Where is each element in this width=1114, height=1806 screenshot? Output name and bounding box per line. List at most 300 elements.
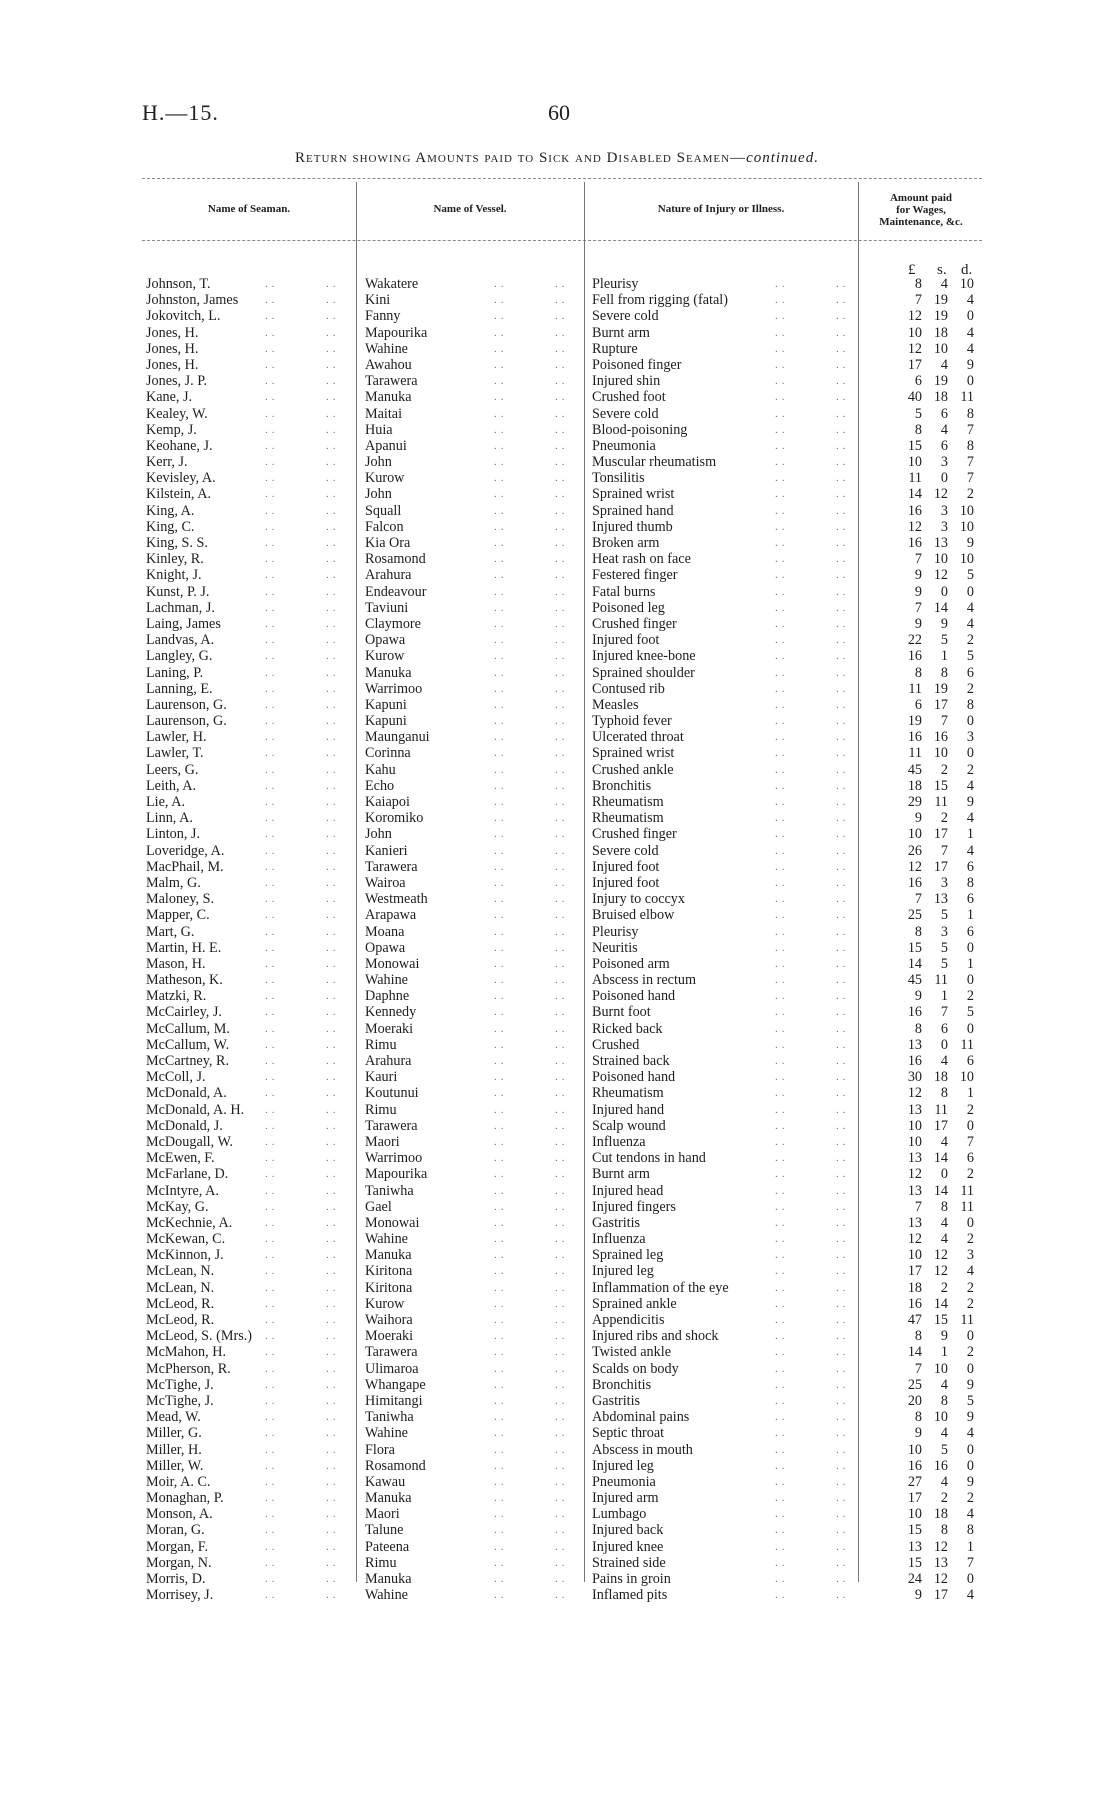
amount-shillings: 15 <box>933 777 948 794</box>
amount-shillings: 3 <box>940 502 948 519</box>
leader-dots: .. <box>836 1573 850 1585</box>
seaman-name: Matheson, K. <box>146 972 223 989</box>
injury-description: Appendicitis <box>592 1312 665 1328</box>
amount-pounds: 10 <box>907 1117 922 1134</box>
vessel-name: Tarawera <box>365 1344 418 1361</box>
leader-dots: .. <box>326 1459 340 1472</box>
injury-description: Injured knee <box>592 1538 664 1555</box>
leader-dots: .. <box>775 1103 789 1116</box>
seaman-name: Keohane, J. <box>146 437 213 454</box>
seaman-name: Martin, H. E. <box>146 939 222 956</box>
vessel-name: Kini <box>365 292 391 309</box>
amount-pence: 2 <box>966 1101 974 1118</box>
amount-pence: 6 <box>966 891 974 908</box>
leader-dots: .. <box>494 1475 508 1488</box>
leader-dots: .. <box>775 1508 789 1521</box>
amount-pounds: 9 <box>914 1425 922 1442</box>
amount-shillings: 10 <box>933 1360 948 1377</box>
leader-dots: .. <box>775 812 789 825</box>
amount-pence: 6 <box>966 664 974 681</box>
injury-description: Injured leg <box>592 1457 654 1474</box>
vessel-name: Taniwha <box>365 1182 414 1199</box>
leader-dots: .. <box>494 925 508 938</box>
amount-shillings: 6 <box>940 1020 948 1037</box>
amount-pence: 2 <box>966 1490 974 1507</box>
amount-pence: 9 <box>966 356 974 373</box>
table-row <box>0 956 1114 972</box>
leader-dots: .. <box>494 779 508 792</box>
leader-dots: .. <box>555 731 569 744</box>
leader-dots: .. <box>836 601 850 614</box>
leader-dots: .. <box>494 1394 508 1407</box>
leader-dots: .. <box>555 1330 569 1343</box>
leader-dots: .. <box>555 488 569 501</box>
leader-dots: .. <box>775 1427 789 1440</box>
leader-dots: .. <box>326 1103 340 1116</box>
leader-dots: .. <box>775 893 789 906</box>
leader-dots: .. <box>265 682 279 695</box>
leader-dots: .. <box>555 1394 569 1407</box>
injury-description: Muscular rheumatism <box>592 454 717 471</box>
leader-dots: .. <box>494 1022 508 1035</box>
leader-dots: .. <box>836 569 850 582</box>
seaman-name: Knight, J. <box>146 567 202 584</box>
vessel-name: Wairoa <box>365 874 406 891</box>
amount-pence: 1 <box>966 907 974 924</box>
leader-dots: .. <box>775 1055 789 1067</box>
leader-dots: .. <box>265 1055 279 1067</box>
injury-description: Injured leg <box>592 1263 654 1280</box>
injury-description: Severe cold <box>592 842 659 859</box>
amount-pence: 9 <box>966 1473 974 1490</box>
table-row <box>0 584 1114 600</box>
leader-dots: .. <box>494 520 508 533</box>
table-row <box>0 292 1114 308</box>
amount-shillings: 17 <box>933 1117 948 1134</box>
leader-dots: .. <box>265 1573 279 1585</box>
seaman-name: McLeod, R. <box>146 1295 215 1312</box>
vessel-name: Koutunui <box>365 1085 419 1102</box>
leader-dots: .. <box>494 1200 508 1213</box>
amount-pounds: 16 <box>907 535 922 551</box>
leader-dots: .. <box>494 1233 508 1246</box>
amount-pounds: 9 <box>914 567 922 584</box>
table-row <box>0 1393 1114 1409</box>
leader-dots: .. <box>555 828 569 841</box>
leader-dots: .. <box>836 1589 850 1602</box>
leader-dots: .. <box>555 650 569 663</box>
leader-dots: .. <box>775 1524 789 1537</box>
amount-pounds: 8 <box>914 421 922 438</box>
leader-dots: .. <box>265 1184 279 1197</box>
seaman-name: McIntyre, A. <box>146 1182 219 1199</box>
table-row <box>0 1571 1114 1587</box>
injury-description: Gastritis <box>592 1392 641 1409</box>
leader-dots: .. <box>775 1556 789 1569</box>
leader-dots: .. <box>836 1297 850 1310</box>
leader-dots: .. <box>555 1119 569 1132</box>
leader-dots: .. <box>555 893 569 906</box>
leader-dots: .. <box>326 1556 340 1569</box>
leader-dots: .. <box>775 423 789 436</box>
leader-dots: .. <box>555 1540 569 1553</box>
leader-dots: .. <box>775 1135 789 1148</box>
seaman-name: King, C. <box>146 518 195 535</box>
leader-dots: .. <box>326 682 340 695</box>
leader-dots: .. <box>326 1071 340 1084</box>
amount-pence: 2 <box>966 1166 974 1183</box>
amount-pounds: 45 <box>907 761 922 778</box>
amount-pounds: 18 <box>907 777 922 794</box>
amount-pounds: 8 <box>914 1409 922 1426</box>
amount-shillings: 3 <box>940 454 948 471</box>
leader-dots: .. <box>494 796 508 808</box>
table-row <box>0 373 1114 389</box>
leader-dots: .. <box>265 1281 279 1294</box>
leader-dots: .. <box>836 909 850 922</box>
seaman-name: McPherson, R. <box>146 1360 231 1377</box>
leader-dots: .. <box>494 326 508 339</box>
leader-dots: .. <box>555 1492 569 1505</box>
table-row <box>0 1506 1114 1522</box>
leader-dots: .. <box>326 520 340 533</box>
amount-shillings: 16 <box>933 729 948 746</box>
amount-shillings: 14 <box>933 1150 948 1167</box>
amount-pence: 5 <box>966 1004 974 1021</box>
vessel-name: Wakatere <box>365 276 419 292</box>
table-row <box>0 891 1114 907</box>
leader-dots: .. <box>326 326 340 339</box>
table-row <box>0 1442 1114 1458</box>
leader-dots: .. <box>265 423 279 436</box>
leader-dots: .. <box>494 1314 508 1326</box>
leader-dots: .. <box>265 1411 279 1424</box>
amount-pence: 7 <box>966 1133 974 1150</box>
leader-dots: .. <box>775 909 789 922</box>
leader-dots: .. <box>555 1006 569 1019</box>
table-row <box>0 1004 1114 1020</box>
amount-shillings: 15 <box>933 1312 948 1328</box>
seaman-name: McCairley, J. <box>146 1004 222 1021</box>
amount-shillings: 14 <box>933 1182 948 1199</box>
leader-dots: .. <box>326 294 340 307</box>
amount-pence: 0 <box>966 1214 974 1231</box>
injury-description: Festered finger <box>592 567 678 584</box>
leader-dots: .. <box>326 601 340 614</box>
table-row <box>0 778 1114 794</box>
seaman-name: Morris, D. <box>146 1571 206 1587</box>
vessel-name: Kawau <box>365 1473 406 1490</box>
table-row <box>0 1231 1114 1247</box>
leader-dots: .. <box>836 715 850 728</box>
leader-dots: .. <box>326 1411 340 1424</box>
vessel-name: Apanui <box>365 437 407 454</box>
injury-description: Injured thumb <box>592 518 673 535</box>
leader-dots: .. <box>494 1508 508 1521</box>
injury-description: Septic throat <box>592 1425 665 1442</box>
amount-pounds: 47 <box>907 1312 922 1328</box>
leader-dots: .. <box>326 893 340 906</box>
leader-dots: .. <box>836 1200 850 1213</box>
vessel-name: Monowai <box>365 1214 420 1231</box>
amount-pounds: 12 <box>907 340 922 357</box>
leader-dots: .. <box>265 715 279 728</box>
leader-dots: .. <box>494 634 508 647</box>
injury-description: Measles <box>592 696 639 713</box>
leader-dots: .. <box>555 1573 569 1585</box>
leader-dots: .. <box>836 278 850 290</box>
leader-dots: .. <box>265 860 279 873</box>
amount-pounds: 12 <box>907 1166 922 1183</box>
amount-pounds: 10 <box>907 1441 922 1458</box>
seaman-name: McLean, N. <box>146 1263 215 1280</box>
leader-dots: .. <box>836 488 850 501</box>
seaman-name: Kane, J. <box>146 389 193 406</box>
leader-dots: .. <box>775 634 789 647</box>
amount-pence: 1 <box>966 1538 974 1555</box>
amount-pence: 0 <box>966 1457 974 1474</box>
seaman-name: McLeod, R. <box>146 1312 215 1328</box>
table-row <box>0 729 1114 745</box>
leader-dots: .. <box>836 1330 850 1343</box>
seaman-name: McCallum, M. <box>146 1020 230 1037</box>
amount-pence: 5 <box>966 567 974 584</box>
table-row <box>0 1539 1114 1555</box>
table-row <box>0 325 1114 341</box>
seaman-name: Monson, A. <box>146 1506 213 1523</box>
table-row <box>0 1555 1114 1571</box>
seaman-name: Lawler, H. <box>146 729 207 746</box>
leader-dots: .. <box>494 1524 508 1537</box>
amount-shillings: 11 <box>934 972 948 989</box>
leader-dots: .. <box>836 617 850 630</box>
leader-dots: .. <box>775 1475 789 1488</box>
table-row <box>0 1328 1114 1344</box>
leader-dots: .. <box>326 1346 340 1359</box>
amount-shillings: 17 <box>933 858 948 875</box>
amount-pounds: 16 <box>907 1457 922 1474</box>
amount-pence: 11 <box>960 1036 974 1053</box>
leader-dots: .. <box>265 876 279 889</box>
amount-pounds: 16 <box>907 729 922 746</box>
leader-dots: .. <box>265 1346 279 1359</box>
leader-dots: .. <box>836 1524 850 1537</box>
leader-dots: .. <box>555 925 569 938</box>
leader-dots: .. <box>265 358 279 371</box>
seaman-name: Maloney, S. <box>146 891 215 908</box>
amount-pence: 10 <box>959 276 974 292</box>
leader-dots: .. <box>494 1152 508 1165</box>
leader-dots: .. <box>836 585 850 598</box>
vessel-name: Awahou <box>365 356 412 373</box>
vessel-name: Ulimaroa <box>365 1360 419 1377</box>
leader-dots: .. <box>555 456 569 469</box>
seaman-name: Laurenson, G. <box>146 696 227 713</box>
amount-pounds: 15 <box>907 1522 922 1539</box>
seaman-name: Landvas, A. <box>146 632 215 649</box>
leader-dots: .. <box>326 472 340 485</box>
amount-pounds: 12 <box>907 308 922 325</box>
injury-description: Poisoned hand <box>592 1069 676 1086</box>
seaman-name: McKinnon, J. <box>146 1247 224 1264</box>
injury-description: Abscess in rectum <box>592 972 697 989</box>
leader-dots: .. <box>265 569 279 582</box>
vessel-name: Kapuni <box>365 713 407 730</box>
leader-dots: .. <box>265 278 279 290</box>
amount-pounds: 27 <box>907 1473 922 1490</box>
amount-pounds: 13 <box>907 1214 922 1231</box>
injury-description: Injured back <box>592 1522 664 1539</box>
injury-description: Sprained leg <box>592 1247 664 1264</box>
leader-dots: .. <box>836 537 850 549</box>
leader-dots: .. <box>494 763 508 776</box>
leader-dots: .. <box>494 278 508 290</box>
amount-pounds: 19 <box>907 713 922 730</box>
amount-pence: 10 <box>959 1069 974 1086</box>
table-row <box>0 681 1114 697</box>
leader-dots: .. <box>326 1006 340 1019</box>
leader-dots: .. <box>265 666 279 679</box>
injury-description: Neuritis <box>592 939 638 956</box>
table-row <box>0 519 1114 535</box>
leader-dots: .. <box>555 1168 569 1181</box>
table-row <box>0 665 1114 681</box>
amount-shillings: 17 <box>933 696 948 713</box>
leader-dots: .. <box>494 569 508 582</box>
leader-dots: .. <box>555 1443 569 1456</box>
vessel-name: Tarawera <box>365 858 418 875</box>
leader-dots: .. <box>265 990 279 1003</box>
leader-dots: .. <box>494 990 508 1003</box>
amount-pence: 4 <box>966 615 974 632</box>
leader-dots: .. <box>326 876 340 889</box>
leader-dots: .. <box>494 504 508 517</box>
vessel-name: Fanny <box>365 308 401 325</box>
seaman-name: McFarlane, D. <box>146 1166 229 1183</box>
leader-dots: .. <box>555 990 569 1003</box>
vessel-name: Wahine <box>365 1587 408 1604</box>
leader-dots: .. <box>775 1411 789 1424</box>
table-row <box>0 843 1114 859</box>
leader-dots: .. <box>265 537 279 549</box>
injury-description: Ricked back <box>592 1020 663 1037</box>
leader-dots: .. <box>775 537 789 549</box>
injury-description: Sprained hand <box>592 502 674 519</box>
leader-dots: .. <box>775 779 789 792</box>
page-title <box>0 150 1114 167</box>
leader-dots: .. <box>836 1055 850 1067</box>
injury-description: Influenza <box>592 1133 646 1150</box>
leader-dots: .. <box>775 1168 789 1181</box>
leader-dots: .. <box>265 1168 279 1181</box>
seaman-name: Kinley, R. <box>146 551 204 568</box>
leader-dots: .. <box>836 1135 850 1148</box>
table-row <box>0 1474 1114 1490</box>
injury-description: Injury to coccyx <box>592 891 685 908</box>
leader-dots: .. <box>555 1524 569 1537</box>
amount-pence: 4 <box>966 1587 974 1604</box>
amount-pence: 8 <box>966 437 974 454</box>
seaman-name: McCallum, W. <box>146 1036 230 1053</box>
leader-dots: .. <box>836 1540 850 1553</box>
amount-pounds: 9 <box>914 615 922 632</box>
amount-shillings: 17 <box>933 1587 948 1604</box>
leader-dots: .. <box>494 310 508 323</box>
injury-description: Severe cold <box>592 308 659 325</box>
amount-pounds: 7 <box>914 1360 922 1377</box>
amount-shillings: 3 <box>940 923 948 940</box>
amount-pounds: 8 <box>914 1020 922 1037</box>
leader-dots: .. <box>494 1589 508 1602</box>
leader-dots: .. <box>326 1573 340 1585</box>
table-row <box>0 972 1114 988</box>
leader-dots: .. <box>265 1540 279 1553</box>
leader-dots: .. <box>836 666 850 679</box>
leader-dots: .. <box>494 941 508 954</box>
amount-shillings: 14 <box>933 599 948 616</box>
leader-dots: .. <box>494 617 508 630</box>
table-row <box>0 1215 1114 1231</box>
leader-dots: .. <box>265 472 279 485</box>
leader-dots: .. <box>326 488 340 501</box>
leader-dots: .. <box>326 1265 340 1278</box>
seaman-name: Miller, G. <box>146 1425 202 1442</box>
leader-dots: .. <box>265 779 279 792</box>
leader-dots: .. <box>326 1394 340 1407</box>
amount-pounds: 8 <box>914 664 922 681</box>
vessel-name: Flora <box>365 1441 395 1458</box>
leader-dots: .. <box>836 941 850 954</box>
amount-shillings: 1 <box>940 988 948 1005</box>
leader-dots: .. <box>265 504 279 517</box>
table-row <box>0 1037 1114 1053</box>
amount-shillings: 8 <box>940 1085 948 1102</box>
vessel-name: Rimu <box>365 1101 397 1118</box>
leader-dots: .. <box>265 1556 279 1569</box>
vessel-name: Wahine <box>365 1231 408 1248</box>
leader-dots: .. <box>326 617 340 630</box>
injury-description: Pleurisy <box>592 276 639 292</box>
leader-dots: .. <box>775 569 789 582</box>
seaman-name: Linn, A. <box>146 810 193 827</box>
vessel-name: Kahu <box>365 761 396 778</box>
vessel-name: Tarawera <box>365 1117 418 1134</box>
injury-description: Broken arm <box>592 535 660 551</box>
seaman-name: Leers, G. <box>146 761 199 778</box>
leader-dots: .. <box>265 698 279 711</box>
vessel-name: Kiritona <box>365 1279 413 1296</box>
leader-dots: .. <box>836 844 850 857</box>
amount-shillings: 11 <box>934 1101 948 1118</box>
leader-dots: .. <box>265 650 279 663</box>
leader-dots: .. <box>326 812 340 825</box>
injury-description: Pleurisy <box>592 923 639 940</box>
amount-pence: 0 <box>966 1117 974 1134</box>
leader-dots: .. <box>494 1330 508 1343</box>
leader-dots: .. <box>836 439 850 452</box>
vessel-name: Kurow <box>365 648 405 665</box>
amount-pounds: 14 <box>907 955 922 972</box>
leader-dots: .. <box>836 650 850 663</box>
leader-dots: .. <box>775 957 789 970</box>
table-row <box>0 276 1114 292</box>
leader-dots: .. <box>775 1184 789 1197</box>
leader-dots: .. <box>775 504 789 517</box>
table-row <box>0 875 1114 891</box>
leader-dots: .. <box>836 1071 850 1084</box>
leader-dots: .. <box>775 1394 789 1407</box>
seaman-name: Lawler, T. <box>146 745 204 762</box>
